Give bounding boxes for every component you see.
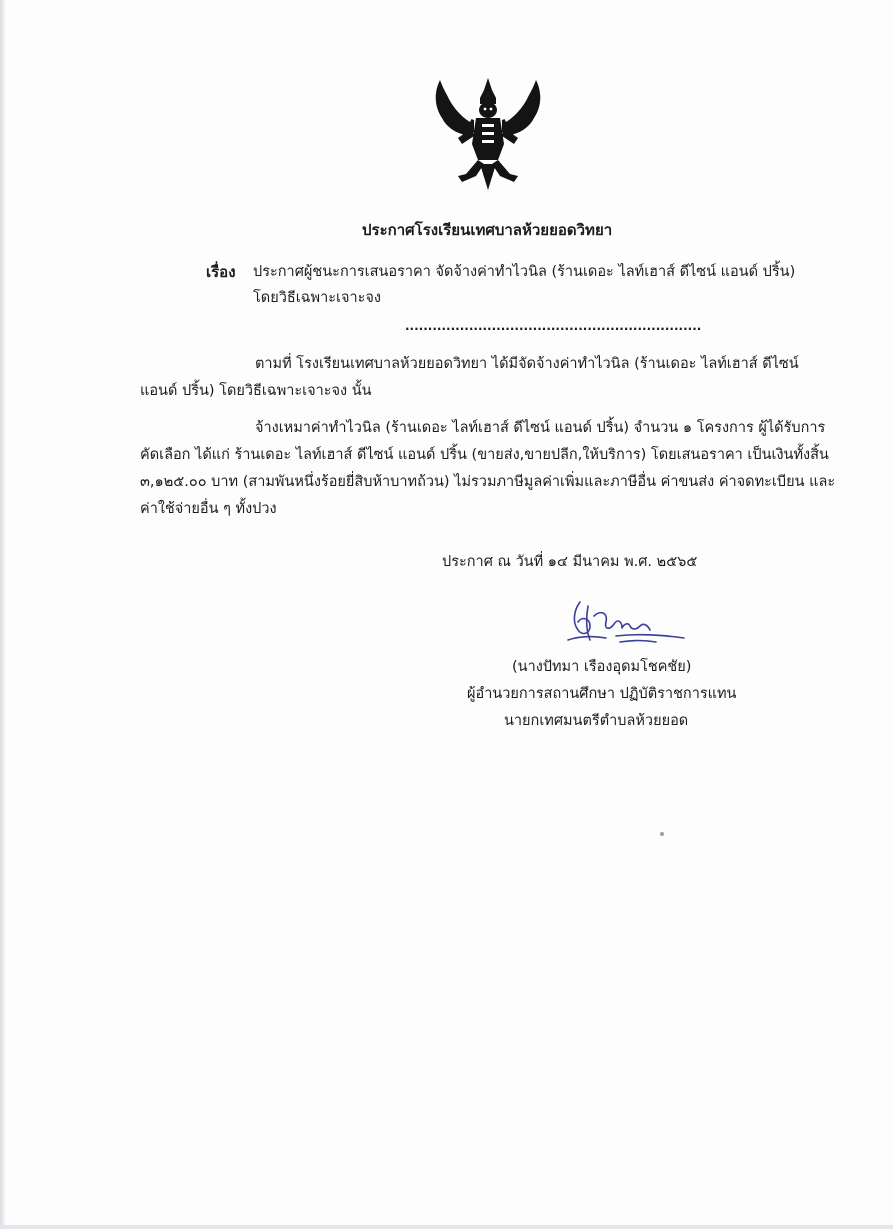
scan-edge-left	[0, 0, 6, 1229]
signatory-name: (นางปัทมา เรืองอุดมโชคชัย)	[512, 659, 692, 675]
dotted-divider: .................................................................	[405, 319, 702, 333]
subject-text-line2: โดยวิธีเฉพาะเจาะจง	[253, 290, 381, 306]
body-paragraph1-line2: แอนด์ ปริ้น) โดยวิธีเฉพาะเจาะจง นั้น	[140, 383, 372, 399]
body-paragraph1-line1: ตามที่ โรงเรียนเทศบาลห้วยยอดวิทยา ได้มีจัดจ้างค่าทำไวนิล (ร้านเดอะ ไลท์เฮาส์ ดีไซน์	[255, 356, 799, 372]
body-paragraph2-line3: ๓,๑๒๕.๐๐ บาท (สามพันหนึ่งร้อยยี่สิบห้าบาทถ้วน) ไม่รวมภาษีมูลค่าเพิ่มและภาษีอื่น ค่าขนส่ง ค่าจดทะเบียน และ	[140, 474, 836, 490]
signatory-position-line2: นายกเทศมนตรีตำบลห้วยยอด	[504, 713, 689, 729]
subject-label: เรื่อง	[206, 263, 236, 281]
body-paragraph2-line2: คัดเลือก ได้แก่ ร้านเดอะ ไลท์เฮาส์ ดีไซน์ แอนด์ ปริ้น (ขายส่ง,ขายปลีก,ให้บริการ) โดยเสนอราคา เป็นเงินทั้งสิ้น	[140, 447, 829, 463]
announcement-date: ประกาศ ณ วันที่ ๑๔ มีนาคม พ.ศ. ๒๕๖๕	[442, 554, 698, 570]
handwritten-signature-icon	[560, 596, 692, 656]
body-paragraph2-line4: ค่าใช้จ่ายอื่น ๆ ทั้งปวง	[140, 501, 277, 517]
document-title: ประกาศโรงเรียนเทศบาลห้วยยอดวิทยา	[362, 221, 613, 239]
scan-edge-bottom	[0, 1225, 893, 1229]
signatory-position-line1: ผู้อำนวยการสถานศึกษา ปฏิบัติราชการแทน	[467, 686, 737, 702]
garuda-emblem-icon	[428, 72, 548, 194]
body-paragraph2-line1: จ้างเหมาค่าทำไวนิล (ร้านเดอะ ไลท์เฮาส์ ดีไซน์ แอนด์ ปริ้น) จำนวน ๑ โครงการ ผู้ได้รับการ	[255, 420, 826, 436]
subject-text-line1: ประกาศผู้ชนะการเสนอราคา จัดจ้างค่าทำไวนิล (ร้านเดอะ ไลท์เฮาส์ ดีไซน์ แอนด์ ปริ้น)	[253, 264, 796, 280]
scan-speck	[660, 832, 664, 836]
